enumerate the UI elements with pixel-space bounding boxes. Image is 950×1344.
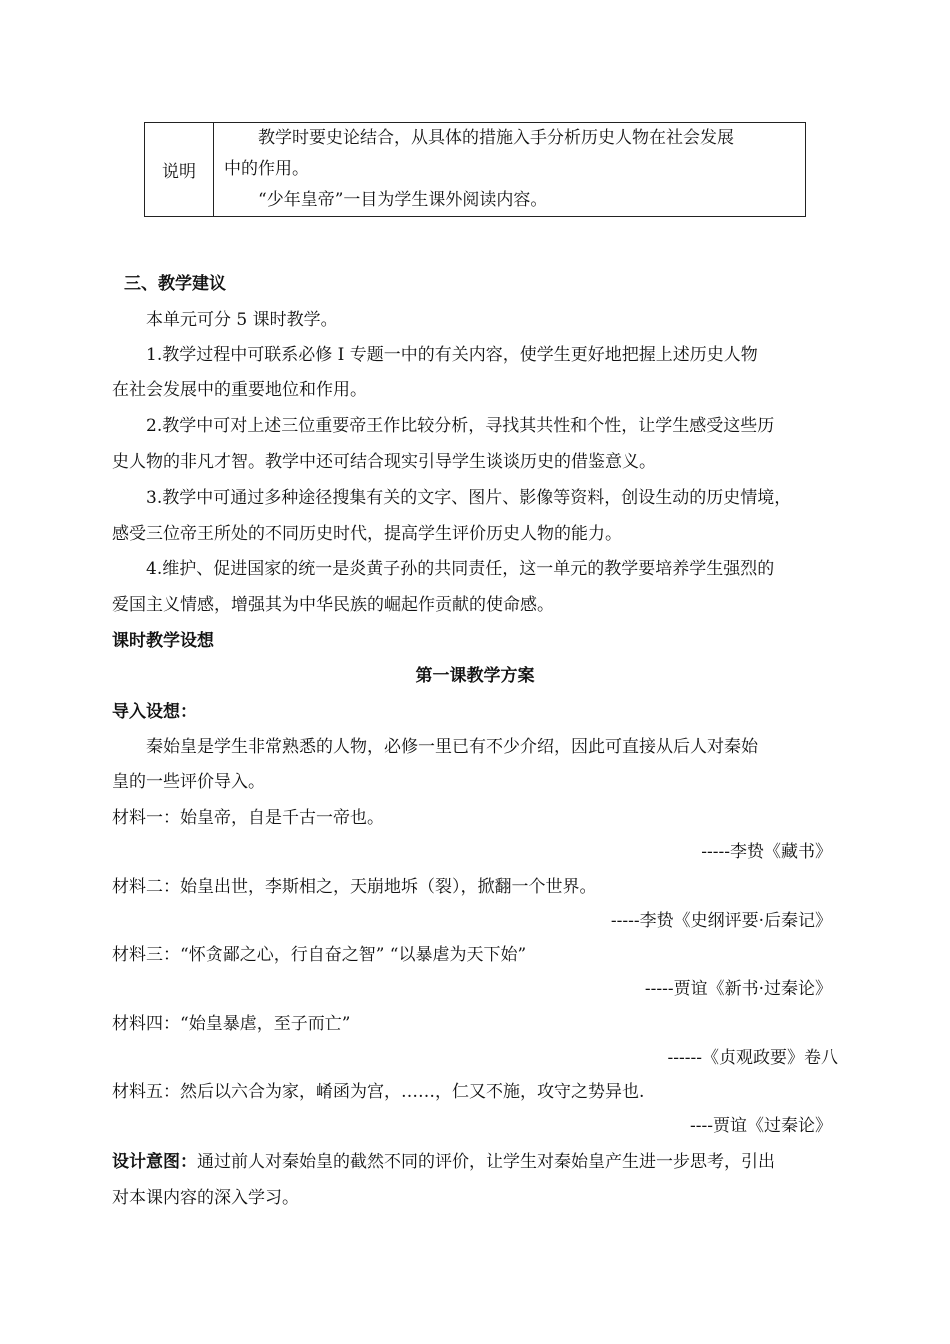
material-text: 材料二：始皇出世，李斯相之，天崩地坼（裂），掀翻一个世界。 (112, 877, 597, 897)
note-line: 教学时要史论结合，从具体的措施入手分析历史人物在社会发展 (258, 128, 734, 148)
material-source: -----李贽《藏书》 (701, 842, 832, 862)
paragraph: 4.维护、促进国家的统一是炎黄子孙的共同责任，这一单元的教学要培养学生强烈的 (146, 559, 775, 579)
intro-label: 导入设想： (112, 702, 197, 722)
intro-text-cont: 皇的一些评价导入。 (112, 772, 265, 792)
section-heading: 三、教学建议 (124, 274, 226, 294)
paragraph: 本单元可分 5 课时教学。 (146, 310, 338, 330)
note-label: 说明 (145, 123, 214, 217)
material-text: 材料五：然后以六合为家，崤函为宫，……，仁又不施，攻守之势异也. (112, 1082, 645, 1102)
material-source: -----李贽《史纲评要·后秦记》 (610, 911, 832, 931)
paragraph-cont: 史人物的非凡才智。教学中还可结合现实引导学生谈谈历史的借鉴意义。 (112, 452, 656, 472)
paragraph: 1.教学过程中可联系必修 I 专题一中的有关内容，使学生更好地把握上述历史人物 (146, 345, 758, 365)
note-line: 中的作用。 (224, 159, 309, 179)
design-text: 通过前人对秦始皇的截然不同的评价，让学生对秦始皇产生进一步思考，引出 (197, 1152, 775, 1172)
note-body (214, 123, 806, 217)
paragraph-cont: 爱国主义情感，增强其为中华民族的崛起作贡献的使命感。 (112, 595, 554, 615)
note-line: “少年皇帝”一目为学生课外阅读内容。 (258, 190, 548, 210)
paragraph: 2.教学中可对上述三位重要帝王作比较分析，寻找其共性和个性，让学生感受这些历 (146, 416, 775, 436)
plan-title: 第一课教学方案 (415, 666, 535, 686)
note-table (144, 122, 806, 217)
material-source: ----贾谊《过秦论》 (690, 1116, 832, 1136)
material-source: -----贾谊《新书·过秦论》 (644, 979, 832, 999)
material-source: ------《贞观政要》卷八 (667, 1048, 838, 1068)
paragraph-cont: 在社会发展中的重要地位和作用。 (112, 380, 367, 400)
intro-text: 秦始皇是学生非常熟悉的人物，必修一里已有不少介绍，因此可直接从后人对秦始 (146, 737, 758, 757)
paragraph: 3.教学中可通过多种途径搜集有关的文字、图片、影像等资料，创设生动的历史情境， (146, 488, 792, 508)
material-text: 材料四：“始皇暴虐，至子而亡” (112, 1014, 351, 1034)
design-label: 设计意图： (112, 1152, 197, 1172)
material-text: 材料三：“怀贪鄙之心，行自奋之智” “以暴虐为天下始” (112, 945, 527, 965)
lesson-heading: 课时教学设想 (112, 631, 214, 651)
design-intent (112, 1150, 775, 1174)
material-text: 材料一：始皇帝，自是千古一帝也。 (112, 808, 384, 828)
design-text-cont: 对本课内容的深入学习。 (112, 1188, 299, 1208)
paragraph-cont: 感受三位帝王所处的不同历史时代，提高学生评价历史人物的能力。 (112, 524, 622, 544)
